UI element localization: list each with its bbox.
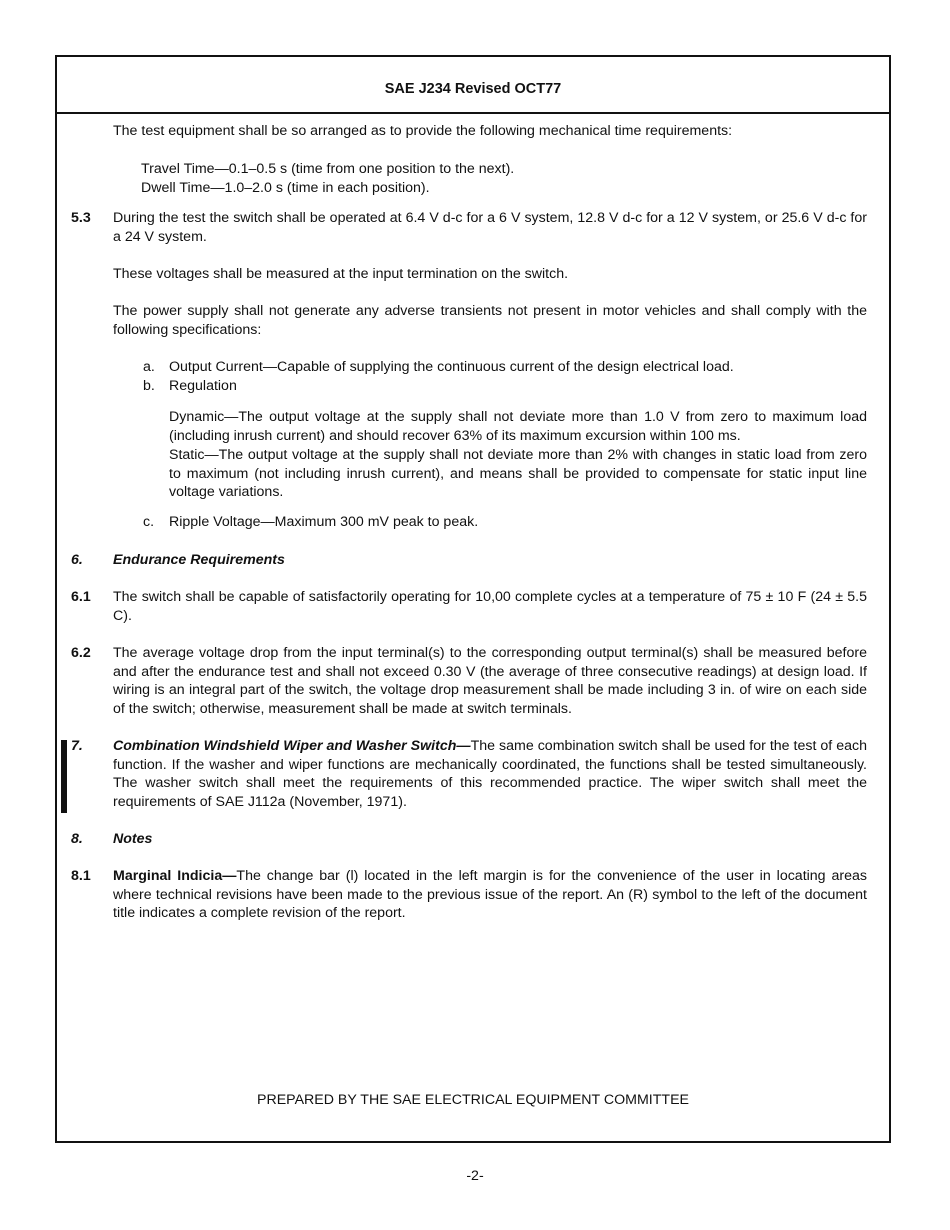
section-6-2-number: 6.2 [71, 645, 91, 661]
page-number: -2- [466, 1168, 484, 1184]
list-item-c: Ripple Voltage—Maximum 300 mV peak to peak. [169, 514, 479, 530]
section-8-heading: Notes [113, 831, 153, 847]
section-7-paragraph [113, 737, 867, 811]
section-5-3-number: 5.3 [71, 210, 91, 226]
document-frame [55, 55, 891, 1143]
list-letter-a: a. [143, 359, 155, 375]
list-letter-c: c. [143, 514, 155, 530]
intro-paragraph: The test equipment shall be so arranged as to provide the following mechanical time requirements: [113, 123, 733, 139]
section-6-number: 6. [71, 552, 83, 568]
section-8-number: 8. [71, 831, 83, 847]
prepared-by-line: PREPARED BY THE SAE ELECTRICAL EQUIPMENT COMMITTEE [256, 1092, 690, 1108]
list-letter-b: b. [143, 378, 155, 394]
section-5-3-paragraph-3: The power supply shall not generate any adverse transients not present in motor vehicles and shall comply with the following specifications: [113, 303, 867, 338]
section-8-1-text: The change bar (l) located in the left margin is for the convenience of the user in locating areas where technical revisions have been made to the previous issue of the report. An (R) symbol to the left of the document title indicates a complete revision of the report. [113, 868, 867, 922]
section-5-3-paragraph-1: During the test the switch shall be operated at 6.4 V d-c for a 6 V system, 12.8 V d-c for a 12 V system, or 25.6 V d-c for a 24 V system. [113, 210, 867, 245]
regulation-static: Static—The output voltage at the supply shall not deviate more than 2% with changes in static load from zero to maximum (not including inrush current), and means shall be provided to compensate for static input line voltage variations. [169, 447, 867, 501]
section-5-3-paragraph-2: These voltages shall be measured at the input termination on the switch. [113, 266, 569, 282]
section-7-text: The same combination switch shall be used for the test of each function. If the washer and wiper functions are mechanically coordinated, the functions shall be tested simultaneously. The washer switch shall meet the requirements of this recommended practice. The wiper switch shall meet the requirements of SAE J112a (November, 1971). [113, 738, 867, 810]
change-bar [61, 740, 67, 813]
section-6-heading: Endurance Requirements [113, 552, 285, 568]
section-6-2-paragraph: The average voltage drop from the input terminal(s) to the corresponding output terminal(s) shall be measured before and after the endurance test and shall not exceed 0.30 V (the average of three consecutive readings) at design load. If wiring is an integral part of the switch, the voltage drop measurement shall be made including 3 in. of wire on each side of the switch; otherwise, measurement shall be made at switch terminals. [113, 645, 867, 717]
travel-time-line: Travel Time—0.1–0.5 s (time from one position to the next). [141, 161, 515, 177]
list-item-b: Regulation [169, 378, 237, 394]
section-7-heading: Combination Windshield Wiper and Washer Switch— [113, 738, 471, 754]
section-6-1-number: 6.1 [71, 589, 91, 605]
section-8-1-number: 8.1 [71, 868, 91, 884]
document-title: SAE J234 Revised OCT77 [384, 81, 562, 97]
list-item-a: Output Current—Capable of supplying the continuous current of the design electrical load. [169, 359, 734, 375]
dwell-time-line: Dwell Time—1.0–2.0 s (time in each position). [141, 180, 430, 196]
document-header [57, 57, 889, 114]
section-7-number: 7. [71, 738, 83, 754]
section-8-1-heading: Marginal Indicia— [113, 868, 237, 884]
section-6-1-paragraph: The switch shall be capable of satisfactorily operating for 10,00 complete cycles at a temperature of 75 ± 10 F (24 ± 5.5 C). [113, 589, 867, 624]
section-8-1-paragraph [113, 867, 867, 923]
regulation-dynamic: Dynamic—The output voltage at the supply shall not deviate more than 1.0 V from zero to maximum load (including inrush current) and should recover 63% of its maximum excursion within 100 ms. [169, 409, 867, 444]
